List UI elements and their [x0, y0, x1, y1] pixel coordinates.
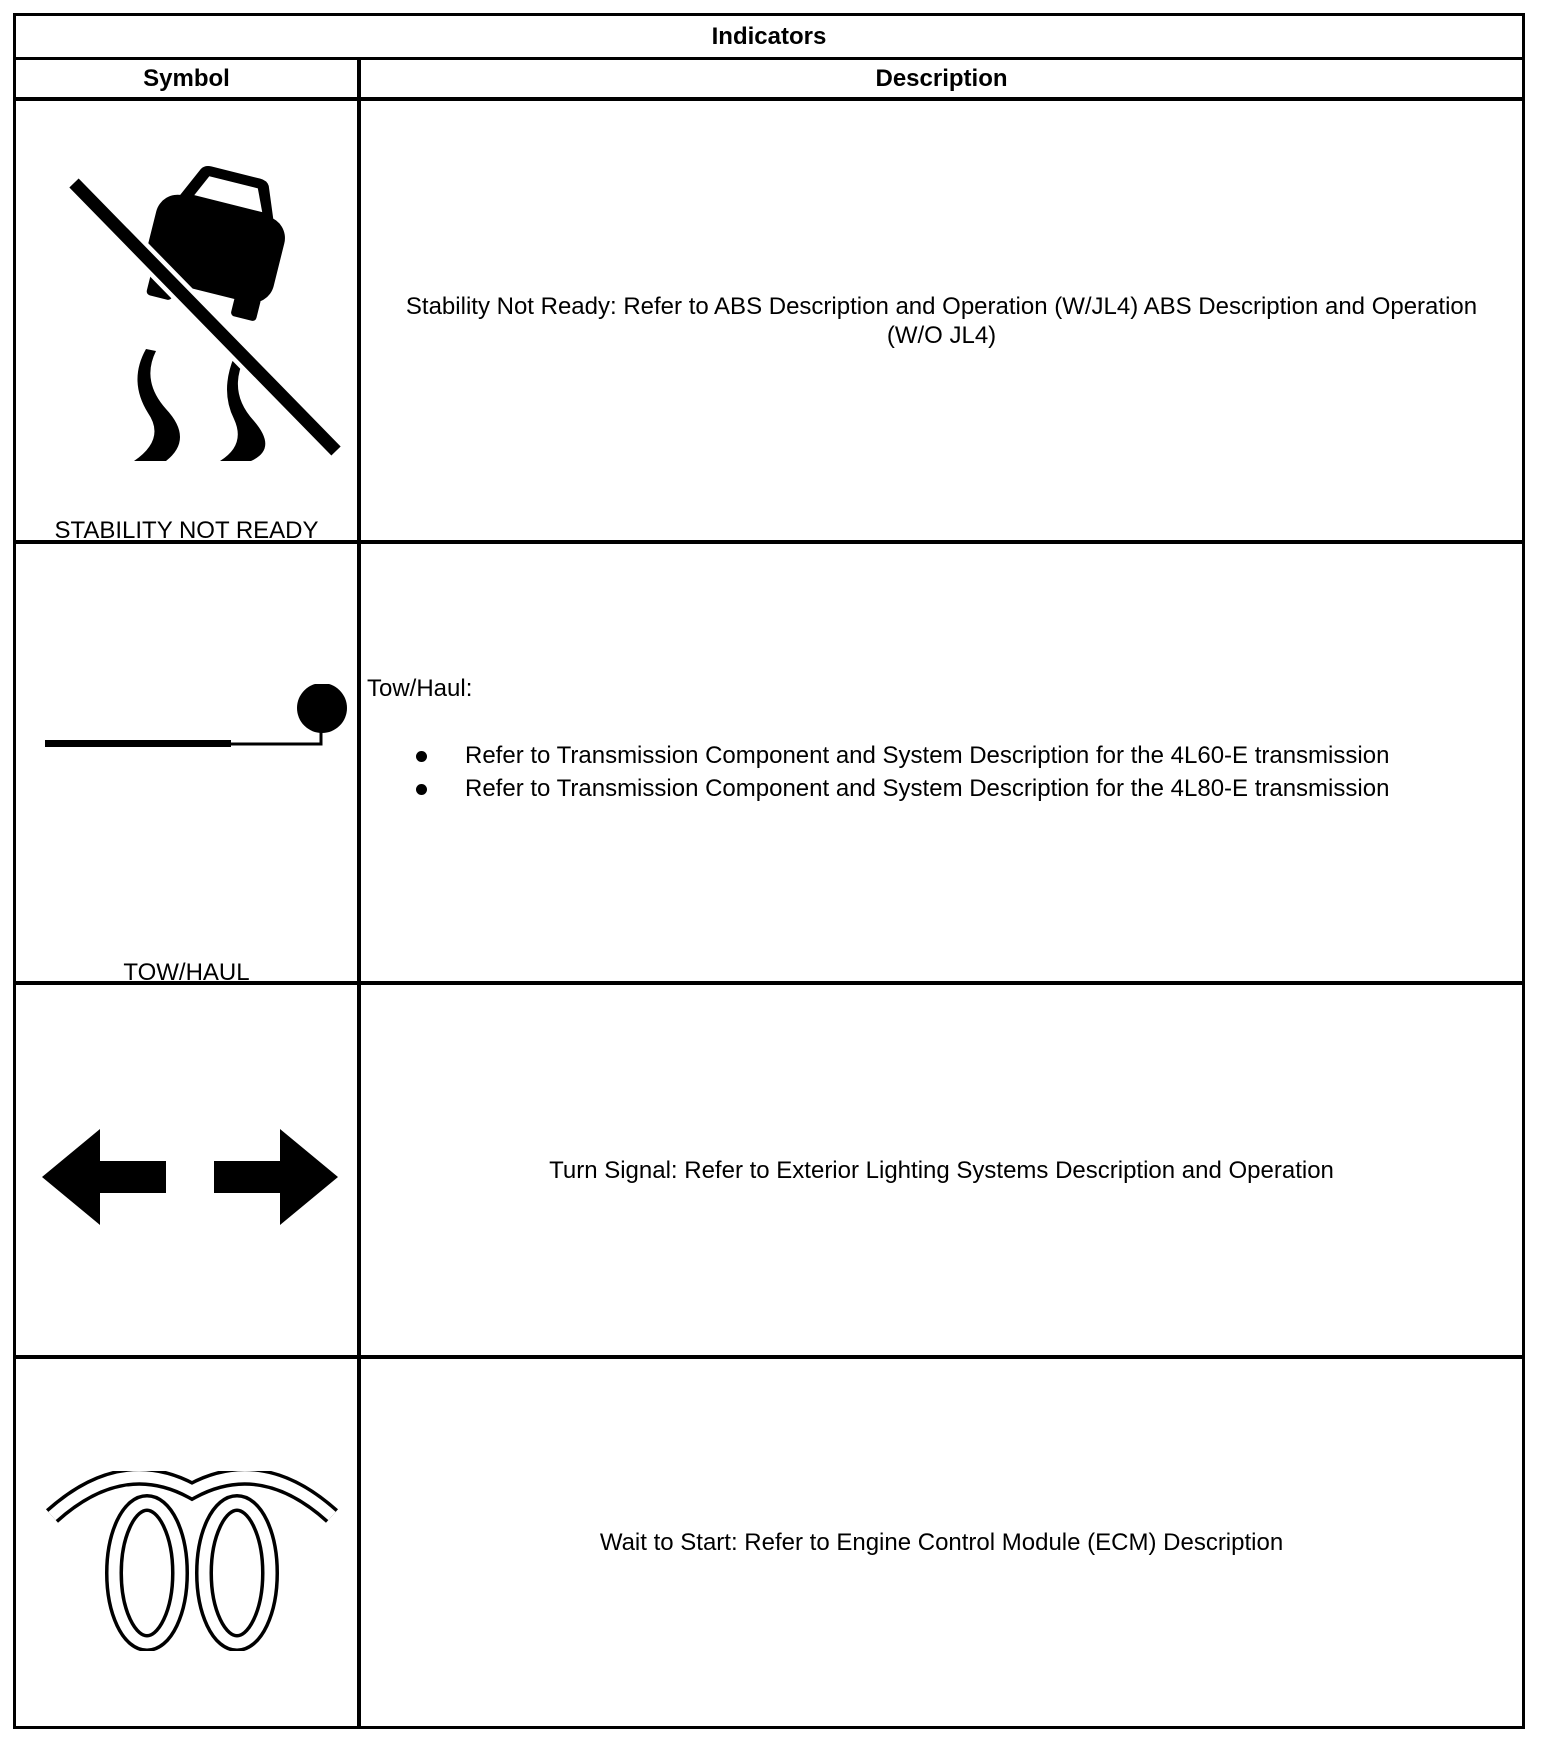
tow-haul-icon — [41, 684, 351, 774]
table-row-turn-signal — [16, 985, 1522, 1359]
description-text: Stability Not Ready: Refer to ABS Description and Operation (W/JL4) ABS Description and Operation (W/O JL4) — [405, 292, 1478, 349]
symbol-cell — [16, 544, 357, 986]
list-item: Refer to Transmission Component and System Description for the 4L60-E transmission — [367, 739, 1512, 772]
description-cell — [361, 544, 1522, 981]
symbol-cell — [16, 101, 357, 544]
description-text: Turn Signal: Refer to Exterior Lighting Systems Description and Operation — [549, 1156, 1334, 1184]
list-item: Refer to Transmission Component and System Description for the 4L80-E transmission — [367, 772, 1512, 805]
description-cell — [361, 985, 1522, 1355]
turn-signal-icon — [40, 1127, 340, 1227]
table-row-wait-to-start — [16, 1359, 1522, 1726]
description-text: Wait to Start: Refer to Engine Control Module (ECM) Description — [599, 1529, 1284, 1556]
symbol-label: TOW/HAUL — [123, 959, 250, 986]
wait-to-start-icon — [42, 1471, 342, 1651]
table-title: Indicators — [16, 16, 1522, 60]
symbol-cell — [16, 1359, 357, 1726]
stability-not-ready-icon — [56, 161, 346, 461]
table-row-tow-haul — [16, 544, 1522, 985]
description-cell — [361, 101, 1522, 540]
description-column-header: Description — [875, 64, 1008, 92]
description-title: Tow/Haul: — [367, 675, 473, 702]
table-row-stability — [16, 101, 1522, 544]
symbol-column-header: Symbol — [143, 64, 230, 92]
tow-haul-description — [367, 674, 1512, 805]
indicators-table — [13, 13, 1525, 1729]
symbol-cell — [16, 985, 357, 1355]
column-header-row — [16, 60, 1522, 101]
symbol-label: STABILITY NOT READY — [54, 517, 319, 544]
bullet-list — [367, 739, 1512, 805]
description-cell — [361, 1359, 1522, 1726]
